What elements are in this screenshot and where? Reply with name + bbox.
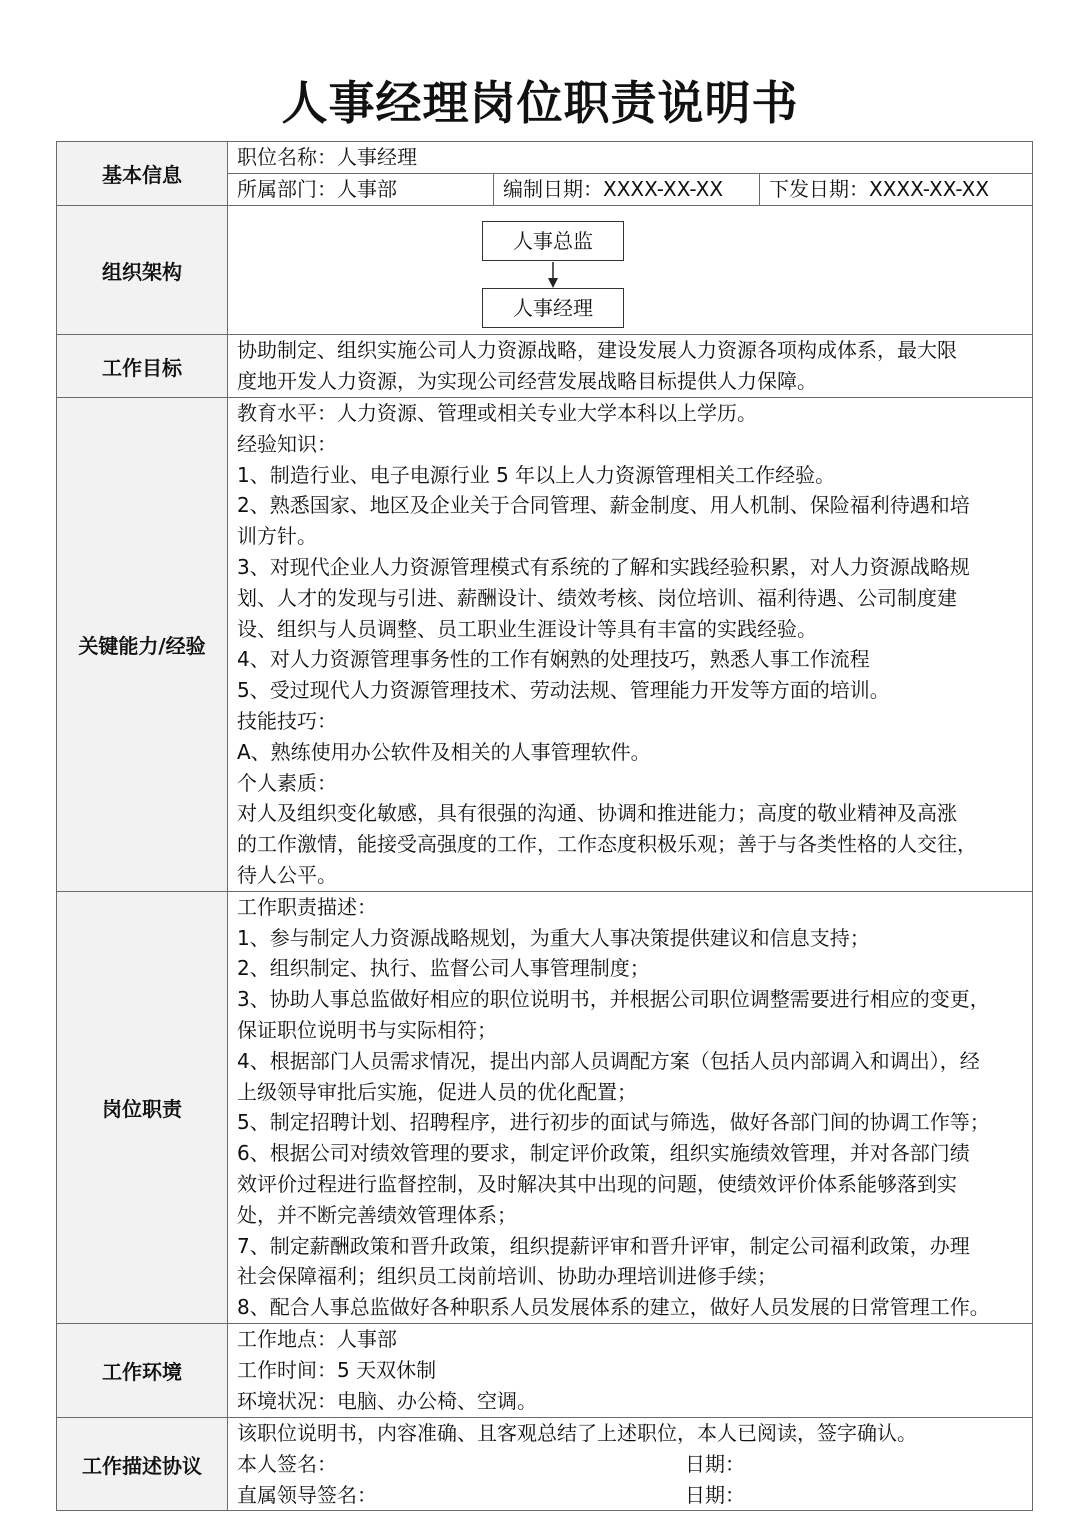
org-structure-content	[228, 206, 1033, 335]
agreement-header: 工作描述协议	[57, 1417, 228, 1510]
self-sign-row	[237, 1449, 1023, 1480]
duty-line: 保证职位说明书与实际相符；	[237, 1017, 497, 1042]
competency-line: 划、人才的发现与引进、薪酬设计、绩效考核、岗位培训、福利待遇、公司制度建	[237, 585, 957, 610]
competency-line: 2、熟悉国家、地区及企业关于合同管理、薪金制度、用人机制、保险福利待遇和培	[237, 493, 970, 518]
competency-line: 技能技巧：	[237, 708, 337, 733]
environment-hours: 工作时间：5 天双休制	[237, 1357, 437, 1382]
leader-signature-label: 直属领导签名：	[237, 1482, 377, 1507]
org-structure-header: 组织架构	[57, 206, 228, 335]
key-competency-content	[228, 398, 1033, 892]
competency-line: 4、对人力资源管理事务性的工作有娴熟的处理技巧，熟悉人事工作流程	[237, 647, 870, 672]
environment-content	[228, 1323, 1033, 1417]
department-row	[228, 173, 1032, 205]
work-goal-row	[57, 335, 1033, 398]
duty-line: 2、组织制定、执行、监督公司人事管理制度；	[237, 956, 650, 981]
self-signature-label: 本人签名：	[237, 1451, 337, 1476]
agreement-row	[57, 1417, 1033, 1510]
org-structure-row	[57, 206, 1033, 335]
arrow-down-icon	[547, 262, 559, 288]
job-description-table	[56, 141, 1033, 1511]
duty-line: 社会保障福利；组织员工岗前培训、协助办理培训进修手续；	[237, 1264, 777, 1289]
basic-info-row	[57, 142, 1033, 206]
environment-row	[57, 1323, 1033, 1417]
leader-sign-row	[237, 1480, 1023, 1511]
key-competency-row	[57, 398, 1033, 892]
competency-line: 1、制造行业、电子电源行业 5 年以上人力资源管理相关工作经验。	[237, 462, 836, 487]
key-competency-header: 关键能力/经验	[57, 398, 228, 892]
document-title: 人事经理岗位职责说明书	[281, 76, 799, 130]
org-box-hr-manager: 人事经理	[482, 288, 624, 328]
competency-line: 的工作激情，能接受高强度的工作，工作态度积极乐观；善于与各类性格的人交往，	[237, 832, 977, 857]
duties-row	[57, 891, 1033, 1323]
agreement-statement: 该职位说明书，内容准确、且客观总结了上述职位，本人已阅读，签字确认。	[237, 1420, 917, 1445]
self-date-label: 日期：	[685, 1451, 745, 1476]
org-chart	[228, 206, 1032, 334]
duty-line: 工作职责描述：	[237, 894, 377, 919]
competency-line: 5、受过现代人力资源管理技术、劳动法规、管理能力开发等方面的培训。	[237, 678, 890, 703]
duty-line: 3、协助人事总监做好相应的职位说明书，并根据公司职位调整需要进行相应的变更，	[237, 987, 990, 1012]
work-goal-line: 度地开发人力资源，为实现公司经营发展战略目标提供人力保障。	[237, 368, 817, 393]
competency-line: 个人素质：	[237, 770, 337, 795]
basic-info-header: 基本信息	[57, 142, 228, 206]
agreement-content	[228, 1417, 1033, 1510]
duty-line: 5、制定招聘计划、招聘程序，进行初步的面试与筛选，做好各部门间的协调工作等；	[237, 1110, 990, 1135]
duty-line: 6、根据公司对绩效管理的要求，制定评价政策，组织实施绩效管理，并对各部门绩	[237, 1141, 970, 1166]
competency-line: 对人及组织变化敏感，具有很强的沟通、协调和推进能力；高度的敬业精神及高涨	[237, 801, 957, 826]
environment-header: 工作环境	[57, 1323, 228, 1417]
duty-line: 7、制定薪酬政策和晋升政策，组织提薪评审和晋升评审，制定公司福利政策，办理	[237, 1233, 970, 1258]
environment-conditions: 环境状况：电脑、办公椅、空调。	[237, 1388, 537, 1413]
duty-line: 处，并不断完善绩效管理体系；	[237, 1202, 517, 1227]
duty-line: 上级领导审批后实施，促进人员的优化配置；	[237, 1079, 637, 1104]
leader-date-label: 日期：	[685, 1482, 745, 1507]
work-goal-content	[228, 335, 1033, 398]
duty-line: 4、根据部门人员需求情况，提出内部人员调配方案（包括人员内部调入和调出），经	[237, 1048, 980, 1073]
duties-header: 岗位职责	[57, 891, 228, 1323]
competency-line: 3、对现代企业人力资源管理模式有系统的了解和实践经验积累，对人力资源战略规	[237, 554, 970, 579]
duty-line: 8、配合人事总监做好各种职系人员发展体系的建立，做好人员发展的日常管理工作。	[237, 1295, 990, 1320]
environment-location: 工作地点：人事部	[237, 1326, 397, 1351]
competency-line: 经验知识：	[237, 431, 337, 456]
competency-line: 设、组织与人员调整、员工职业生涯设计等具有丰富的实践经验。	[237, 616, 817, 641]
competency-line: 待人公平。	[237, 862, 337, 887]
work-goal-line: 协助制定、组织实施公司人力资源战略，建设发展人力资源各项构成体系，最大限	[237, 338, 957, 362]
duty-line: 1、参与制定人力资源战略规划，为重大人事决策提供建议和信息支持；	[237, 925, 870, 950]
competency-line: A、熟练使用办公软件及相关的人事管理软件。	[237, 739, 651, 764]
competency-line: 教育水平：人力资源、管理或相关专业大学本科以上学历。	[237, 401, 757, 425]
competency-line: 训方针。	[237, 524, 317, 549]
duties-content	[228, 891, 1033, 1323]
basic-info-content	[228, 142, 1033, 206]
work-goal-header: 工作目标	[57, 335, 228, 398]
duty-line: 效评价过程进行监督控制，及时解决其中出现的问题，使绩效评价体系能够落到实	[237, 1171, 957, 1196]
position-row	[228, 142, 1032, 173]
issue-date: 下发日期：XXXX-XX-XX	[759, 174, 1032, 205]
org-box-hr-director: 人事总监	[482, 221, 624, 261]
compile-date: 编制日期：XXXX-XX-XX	[493, 174, 759, 205]
position-name: 职位名称：人事经理	[237, 145, 417, 169]
department: 所属部门：人事部	[237, 177, 397, 201]
